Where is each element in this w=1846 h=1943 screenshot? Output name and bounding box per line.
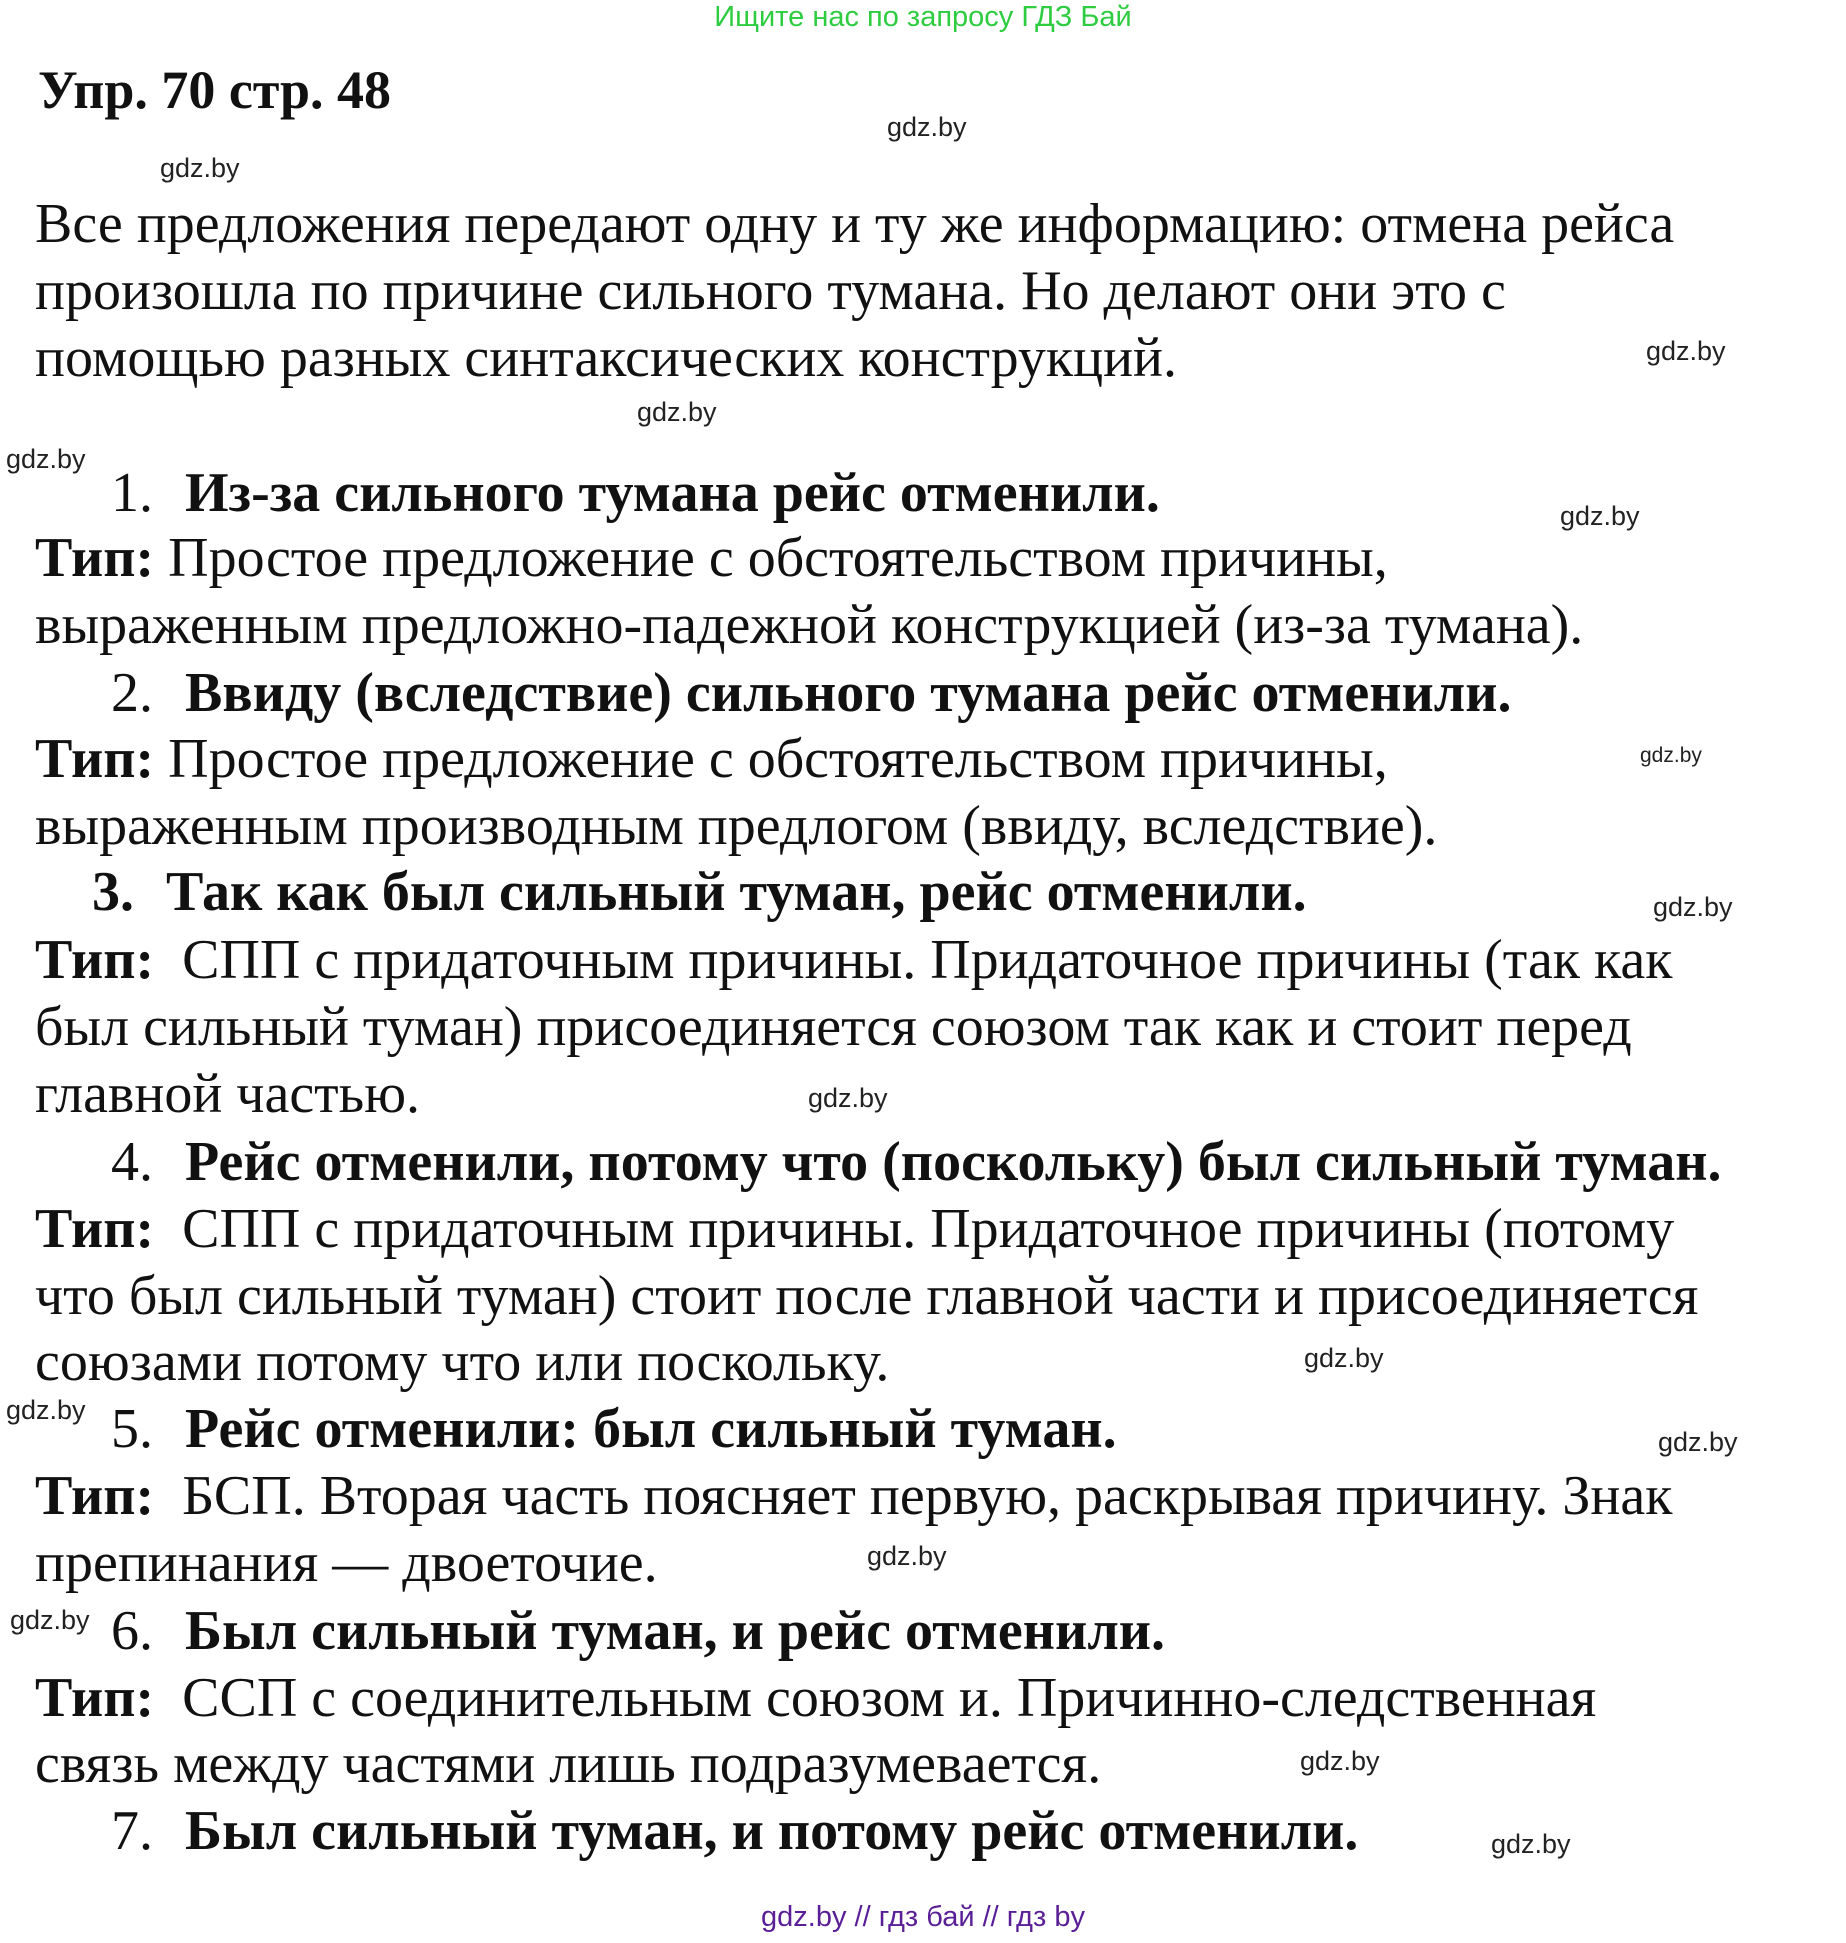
type-line	[35, 525, 1388, 592]
type-line: препинания — двоеточие.	[35, 1532, 658, 1594]
watermark: gdz.by	[160, 153, 240, 183]
type-label: Тип:	[35, 1667, 155, 1729]
type-line	[35, 1463, 1672, 1530]
type-label: Тип:	[35, 1465, 155, 1527]
type-line: был сильный туман) присоединяется союзом так как и стоит перед	[35, 996, 1632, 1058]
item-number: 4.	[111, 1131, 153, 1193]
item-number: 1.	[111, 462, 153, 524]
item-number: 6.	[111, 1600, 153, 1662]
watermark: gdz.by	[1560, 501, 1640, 531]
watermark: gdz.by	[637, 397, 717, 427]
watermark: gdz.by	[1653, 892, 1733, 922]
watermark: gdz.by	[808, 1083, 888, 1113]
item-number: 7.	[111, 1800, 153, 1862]
type-label: Тип:	[35, 929, 155, 991]
type-line: главной частью.	[35, 1063, 421, 1125]
search-hint-banner: Ищите нас по запросу ГДЗ Бай	[714, 1, 1132, 33]
type-line: выраженным производным предлогом (ввиду, вследствие).	[35, 795, 1438, 857]
type-text: Простое предложение с обстоятельством причины,	[154, 527, 1388, 589]
watermark: gdz.by	[1491, 1829, 1571, 1859]
watermark: gdz.by	[1658, 1427, 1738, 1457]
watermark: gdz.by	[867, 1541, 947, 1571]
page-title: Упр. 70 стр. 48	[38, 60, 392, 120]
type-line	[35, 1196, 1674, 1263]
type-line	[35, 726, 1388, 793]
example-sentence: Так как был сильный туман, рейс отменили.	[166, 861, 1307, 923]
item-number: 5.	[111, 1398, 153, 1460]
type-text: БСП. Вторая часть поясняет первую, раскрывая причину. Знак	[154, 1465, 1673, 1527]
type-line	[35, 927, 1672, 994]
watermark: gdz.by	[6, 1395, 86, 1425]
item-number: 3.	[92, 861, 134, 923]
watermark: gdz.by	[1304, 1343, 1384, 1373]
type-label: Тип:	[35, 728, 155, 790]
intro-line: произошла по причине сильного тумана. Но делают они это с	[35, 260, 1506, 322]
intro-line: помощью разных синтаксических конструкций.	[35, 327, 1178, 389]
example-sentence: Рейс отменили, потому что (поскольку) был сильный туман.	[185, 1131, 1722, 1193]
type-text: ССП с соединительным союзом и. Причинно-следственная	[154, 1667, 1597, 1729]
example-sentence: Рейс отменили: был сильный туман.	[185, 1398, 1117, 1460]
watermark: gdz.by	[10, 1605, 90, 1635]
type-line: связь между частями лишь подразумевается.	[35, 1733, 1102, 1795]
watermark: gdz.by	[6, 444, 86, 474]
footer-links: gdz.by // гдз бай // гдз by	[761, 1901, 1085, 1933]
type-line: что был сильный туман) стоит после главной части и присоединяется	[35, 1265, 1699, 1327]
type-text: СПП с придаточным причины. Придаточное причины (потому	[154, 1198, 1675, 1260]
item-number: 2.	[111, 662, 153, 724]
type-line: союзами потому что или поскольку.	[35, 1331, 890, 1393]
type-line	[35, 1665, 1596, 1732]
example-sentence: Был сильный туман, и потому рейс отменили.	[185, 1800, 1359, 1862]
type-line: выраженным предложно-падежной конструкцией (из-за тумана).	[35, 594, 1584, 656]
watermark: gdz.by	[1640, 744, 1702, 767]
type-text: СПП с придаточным причины. Придаточное причины (так как	[154, 929, 1673, 991]
type-label: Тип:	[35, 527, 155, 589]
type-text: Простое предложение с обстоятельством причины,	[154, 728, 1388, 790]
watermark: gdz.by	[887, 112, 967, 142]
example-sentence: Ввиду (вследствие) сильного тумана рейс отменили.	[185, 662, 1512, 724]
watermark: gdz.by	[1646, 336, 1726, 366]
example-sentence: Из-за сильного тумана рейс отменили.	[185, 462, 1160, 524]
watermark: gdz.by	[1300, 1746, 1380, 1776]
example-sentence: Был сильный туман, и рейс отменили.	[185, 1600, 1165, 1662]
intro-line: Все предложения передают одну и ту же информацию: отмена рейса	[35, 193, 1675, 255]
type-label: Тип:	[35, 1198, 155, 1260]
